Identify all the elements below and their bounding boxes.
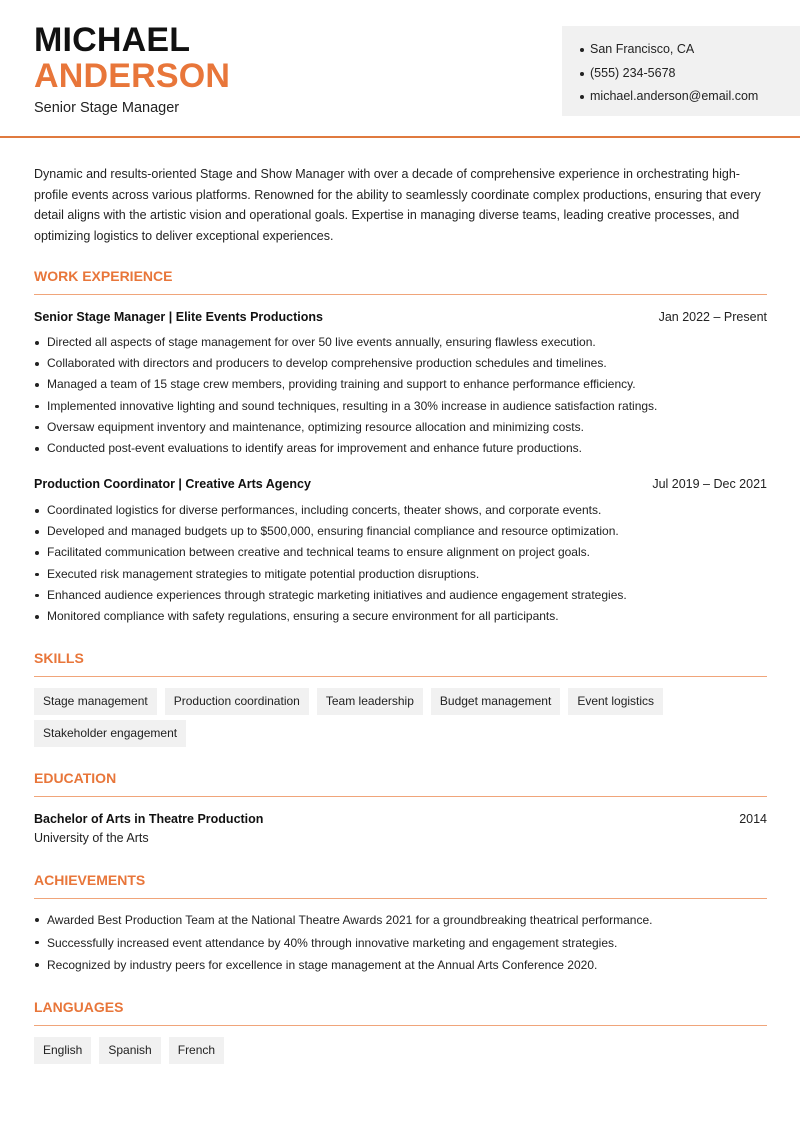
job-bullets bbox=[34, 332, 774, 459]
contact-phone: (555) 234-5678 bbox=[580, 62, 758, 86]
professional-summary: Dynamic and results-oriented Stage and Show Manager with over a decade of comprehensive experience in orchestrating high-profile events across various platforms. Renowned for the ability to seamlessly coordinate complex productions, ensuring that every detail aligns with the artistic vision and operational goals. Expertise in managing diverse teams, leading creative processes, and optimizing logistics to deliver exceptional experiences. bbox=[34, 167, 761, 243]
job-bullets bbox=[34, 500, 774, 627]
achievement-bullets bbox=[34, 909, 774, 977]
section-title-education: EDUCATION bbox=[34, 770, 767, 797]
language-chip: English bbox=[34, 1037, 91, 1064]
skill-chip: Stage management bbox=[34, 688, 157, 715]
school-name: University of the Arts bbox=[34, 831, 149, 845]
skill-chip: Stakeholder engagement bbox=[34, 720, 186, 747]
language-chip: French bbox=[169, 1037, 224, 1064]
education-header bbox=[34, 812, 767, 826]
first-name: MICHAEL bbox=[34, 21, 191, 59]
skill-chip: Production coordination bbox=[165, 688, 309, 715]
contact-email: michael.anderson@email.com bbox=[580, 85, 758, 109]
resume-header bbox=[0, 0, 800, 138]
job-title: Production Coordinator | Creative Arts Agency bbox=[34, 477, 311, 491]
graduation-year: 2014 bbox=[739, 812, 767, 826]
skill-chip: Event logistics bbox=[568, 688, 663, 715]
list-item: Oversaw equipment inventory and maintenance, optimizing resource allocation and minimizing costs. bbox=[34, 417, 774, 438]
list-item: Collaborated with directors and producers to develop comprehensive production schedules and timelines. bbox=[34, 353, 774, 374]
job-dates: Jul 2019 – Dec 2021 bbox=[652, 477, 767, 491]
degree-title: Bachelor of Arts in Theatre Production bbox=[34, 812, 264, 826]
skill-chip: Budget management bbox=[431, 688, 560, 715]
job-role: Senior Stage Manager bbox=[34, 100, 180, 116]
job-dates: Jan 2022 – Present bbox=[658, 310, 767, 324]
skill-chip: Team leadership bbox=[317, 688, 423, 715]
job-header bbox=[34, 477, 767, 491]
section-title-skills: SKILLS bbox=[34, 650, 767, 677]
list-item: Executed risk management strategies to mitigate potential production disruptions. bbox=[34, 564, 774, 585]
skills-list bbox=[34, 688, 774, 752]
list-item: Directed all aspects of stage management for over 50 live events annually, ensuring flawless execution. bbox=[34, 332, 774, 353]
language-chip: Spanish bbox=[99, 1037, 160, 1064]
list-item: Awarded Best Production Team at the National Theatre Awards 2021 for a groundbreaking theatrical performance. bbox=[34, 909, 774, 932]
contact-box bbox=[562, 26, 800, 116]
job-title: Senior Stage Manager | Elite Events Productions bbox=[34, 310, 323, 324]
section-title-work: WORK EXPERIENCE bbox=[34, 268, 767, 295]
list-item: Developed and managed budgets up to $500,000, ensuring financial compliance and resource optimization. bbox=[34, 521, 774, 542]
list-item: Enhanced audience experiences through strategic marketing initiatives and audience engagement strategies. bbox=[34, 585, 774, 606]
last-name: ANDERSON bbox=[34, 57, 231, 95]
list-item: Successfully increased event attendance by 40% through innovative marketing and engagement strategies. bbox=[34, 932, 774, 955]
contact-location: San Francisco, CA bbox=[580, 38, 758, 62]
section-title-languages: LANGUAGES bbox=[34, 999, 767, 1026]
section-title-achievements: ACHIEVEMENTS bbox=[34, 872, 767, 899]
list-item: Monitored compliance with safety regulations, ensuring a secure environment for all participants. bbox=[34, 606, 774, 627]
candidate-name bbox=[34, 22, 230, 94]
list-item: Recognized by industry peers for excellence in stage management at the Annual Arts Conference 2020. bbox=[34, 954, 774, 977]
job-header bbox=[34, 310, 767, 324]
list-item: Conducted post-event evaluations to identify areas for improvement and enhance future productions. bbox=[34, 438, 774, 459]
languages-list bbox=[34, 1037, 774, 1069]
list-item: Coordinated logistics for diverse performances, including concerts, theater shows, and corporate events. bbox=[34, 500, 774, 521]
list-item: Facilitated communication between creative and technical teams to ensure alignment on project goals. bbox=[34, 542, 774, 563]
list-item: Implemented innovative lighting and sound techniques, resulting in a 30% increase in audience satisfaction ratings. bbox=[34, 396, 774, 417]
list-item: Managed a team of 15 stage crew members, providing training and support to enhance performance efficiency. bbox=[34, 374, 774, 395]
